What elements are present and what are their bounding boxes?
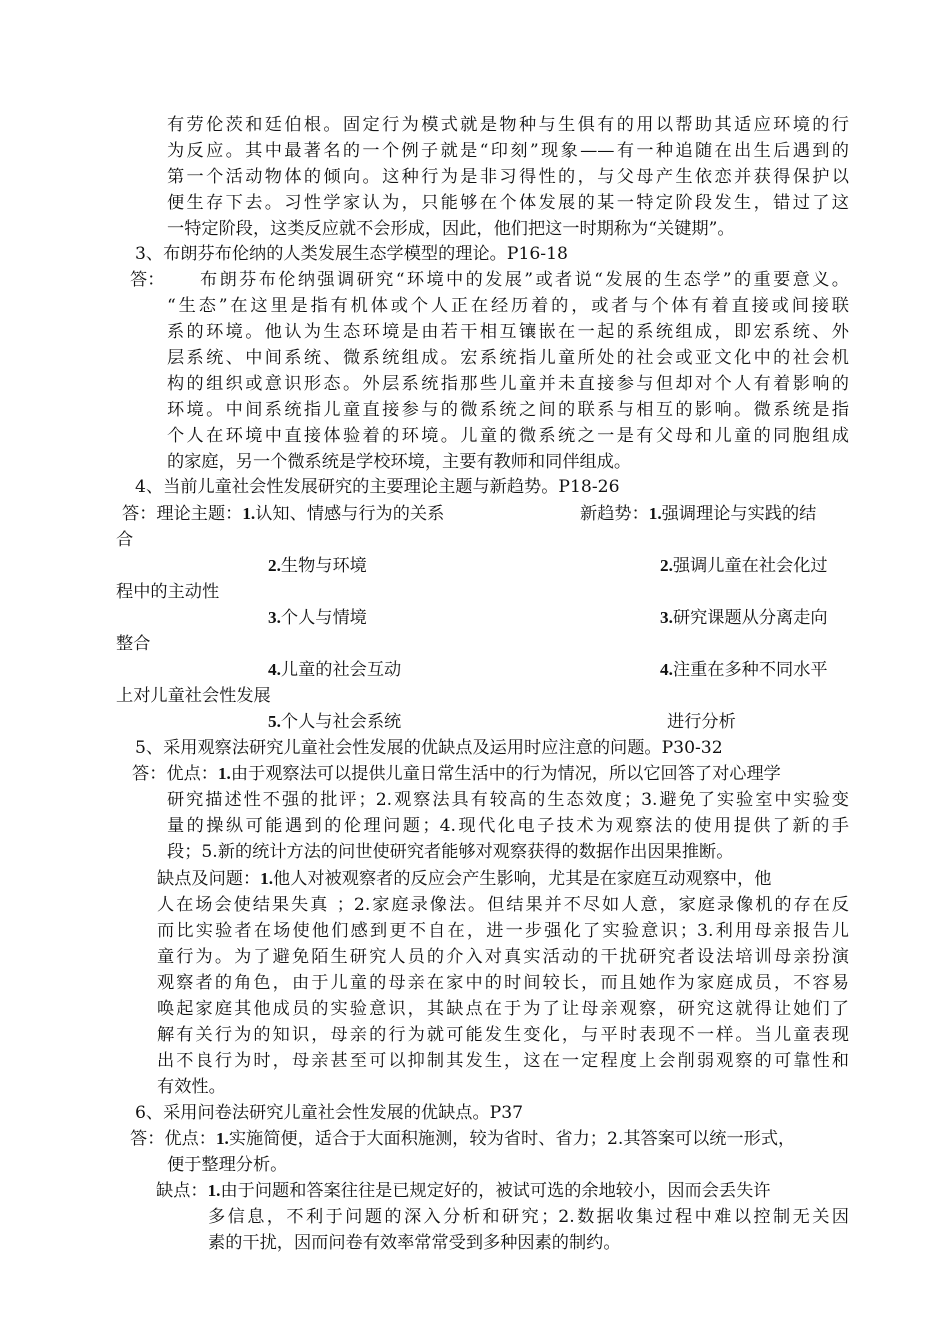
- q6-dis-line: 多信息，不利于问题的深入分析和研究；2.数据收集过程中难以控制无关因: [208, 1207, 849, 1227]
- q4-trend-row: [660, 657, 828, 683]
- theme-num: 5.: [268, 712, 281, 731]
- trend-wrap: 程中的主动性: [116, 582, 220, 602]
- q4-theme-row: [268, 709, 401, 735]
- theme-num: 3.: [268, 608, 281, 627]
- trend-text: 进行分析: [667, 712, 736, 732]
- q5-dis-line: 观察者的角色，由于儿童的母亲在家中的时间较长，而且她作为家庭成员，不容易: [157, 973, 849, 993]
- theme-num: 2.: [268, 556, 281, 575]
- question-3: 3、布朗芬布伦纳的人类发展生态学模型的理论。P16-18: [135, 244, 568, 264]
- q5-dis-line: 他人对被观察者的反应会产生影响，尤其是在家庭互动观察中，他: [273, 869, 772, 889]
- trend-wrap: 合: [116, 530, 134, 550]
- q5-dis-line: 人在场会使结果失真 ；2.家庭录像法。但结果并不尽如人意，家庭录像机的存在反: [157, 895, 849, 915]
- q3-line: 构的组织或意识形态。外层系统指那些儿童并未直接参与但却对个人有着影响的: [167, 374, 849, 394]
- question-6: 6、采用问卷法研究儿童社会性发展的优缺点。P37: [135, 1103, 524, 1123]
- q3-line: 环境。中间系统指儿童直接参与的微系统之间的联系与相互的影响。微系统是指: [167, 400, 849, 420]
- q5-adv-first: [132, 761, 781, 787]
- q6-dis-line: 由于问题和答案往往是已规定好的，被试可选的余地较小，因而会丢失许: [220, 1181, 771, 1201]
- trend-wrap: 上对儿童社会性发展: [116, 686, 271, 706]
- q5-dis-line: 唤起家庭其他成员的实验意识，其缺点在于为了让母亲观察，研究这就得让她们了: [157, 999, 849, 1019]
- q5-adv-line: 研究描述性不强的批评；2.观察法具有较高的生态效度；3.避免了实验室中实验变: [167, 790, 849, 810]
- theme-text: 认知、情感与行为的关系: [255, 504, 445, 524]
- theme-num: 4.: [268, 660, 281, 679]
- intro-line: 第一个活动物体的倾向。这种行为是非习得性的，与父母产生依恋并获得保护以: [167, 167, 849, 187]
- q5-dis-line: 解有关行为的知识，母亲的行为就可能发生变化，与平时表现不一样。当儿童表现: [157, 1025, 849, 1045]
- q6-adv-line: 实施简便，适合于大面积施测，较为省时、省力；2.其答案可以统一形式，: [228, 1129, 796, 1149]
- item-num: 1.: [217, 764, 231, 783]
- trend-label: 新趋势：: [580, 504, 649, 524]
- item-num: 1.: [215, 1129, 229, 1148]
- trend-text: 研究课题从分离走向: [672, 608, 828, 628]
- q3-line: 的家庭，另一个微系统是学校环境，主要有教师和同伴组成。: [167, 452, 632, 472]
- q4-theme-row: [268, 553, 367, 579]
- theme-text: 个人与社会系统: [280, 712, 402, 732]
- item-num: 1.: [260, 869, 274, 888]
- theme-num: 1.: [242, 504, 256, 523]
- q6-dis-first: [156, 1178, 770, 1204]
- q5-adv-line: 由于观察法可以提供儿童日常生活中的行为情况，所以它回答了对心理学: [230, 764, 781, 784]
- trend-num: 3.: [660, 608, 673, 627]
- q4-theme-row: [122, 501, 444, 527]
- q6-adv-first: [130, 1126, 795, 1152]
- trend-text: 强调儿童在社会化过: [672, 556, 828, 576]
- q5-adv-line: 段；5.新的统计方法的问世使研究者能够对观察获得的数据作出因果推断。: [167, 842, 734, 862]
- q3-line: 层系统、中间系统、微系统组成。宏系统指儿童所处的社会或亚文化中的社会机: [167, 348, 849, 368]
- answer-label: 答：: [130, 270, 165, 290]
- q5-dis-line: 童行为。为了避免陌生研究人员的介入对真实活动的干扰研究者设法培训母亲扮演: [157, 947, 849, 967]
- dis-label: 缺点及问题：: [157, 869, 261, 889]
- dis-label: 缺点：: [156, 1181, 208, 1201]
- q5-dis-line: 有效性。: [157, 1077, 226, 1097]
- trend-num: 4.: [660, 660, 673, 679]
- q4-trend-row: [580, 501, 816, 527]
- intro-line: 便生存下去。习性学家认为，只能够在个体发展的某一特定阶段发生，错过了这: [167, 193, 849, 213]
- q4-theme-row: [268, 657, 401, 683]
- q3-line: 系的环境。他认为生态环境是由若干相互镶嵌在一起的系统组成，即宏系统、外: [167, 322, 849, 342]
- q6-dis-line: 素的干扰，因而问卷有效率常常受到多种因素的制约。: [208, 1233, 621, 1253]
- theme-text: 儿童的社会互动: [280, 660, 402, 680]
- q4-theme-row: [268, 605, 367, 631]
- q5-dis-line: 出不良行为时，母亲甚至可以抑制其发生，这在一定程度上会削弱观察的可靠性和: [157, 1051, 849, 1071]
- q5-dis-line: 而比实验者在场使他们感到更不自在，进一步强化了实验意识；3.利用母亲报告儿: [157, 921, 849, 941]
- theme-text: 生物与环境: [280, 556, 367, 576]
- answer-label: 答：优点：: [132, 764, 218, 784]
- trend-text: 强调理论与实践的结: [661, 504, 817, 524]
- q5-adv-line: 量的操纵可能遇到的伦理问题；4.现代化电子技术为观察法的使用提供了新的手: [167, 816, 849, 836]
- theme-text: 个人与情境: [280, 608, 367, 628]
- answer-label: 答：优点：: [130, 1129, 216, 1149]
- answer-label: 答：理论主题：: [122, 504, 243, 524]
- intro-line: 为反应。其中最著名的一个例子就是“印刻”现象——有一种追随在出生后遇到的: [167, 141, 849, 161]
- trend-text: 注重在多种不同水平: [672, 660, 828, 680]
- trend-num: 1.: [648, 504, 662, 523]
- q3-line: 个人在环境中直接体验着的环境。儿童的微系统之一是有父母和儿童的同胞组成: [167, 426, 849, 446]
- question-4: 4、当前儿童社会性发展研究的主要理论主题与新趋势。P18-26: [135, 477, 620, 497]
- q4-trend-row: [667, 709, 736, 735]
- intro-line: 一特定阶段，这类反应就不会形成，因此，他们把这一时期称为“关键期”。: [167, 219, 735, 239]
- question-5: 5、采用观察法研究儿童社会性发展的优缺点及运用时应注意的问题。P30-32: [135, 738, 723, 758]
- q5-dis-first: [157, 866, 771, 892]
- item-num: 1.: [207, 1181, 221, 1200]
- intro-line: 有劳伦茨和廷伯根。固定行为模式就是物种与生俱有的用以帮助其适应环境的行: [167, 115, 849, 135]
- q3-line: 布朗芬布伦纳强调研究“环境中的发展”或者说“发展的生态学”的重要意义。: [200, 270, 849, 290]
- q3-line: “生态”在这里是指有机体或个人正在经历着的，或者与个体有着直接或间接联: [167, 296, 849, 316]
- q4-trend-row: [660, 605, 828, 631]
- q4-trend-row: [660, 553, 828, 579]
- trend-wrap: 整合: [116, 634, 151, 654]
- q6-adv-line: 便于整理分析。: [167, 1155, 288, 1175]
- trend-num: 2.: [660, 556, 673, 575]
